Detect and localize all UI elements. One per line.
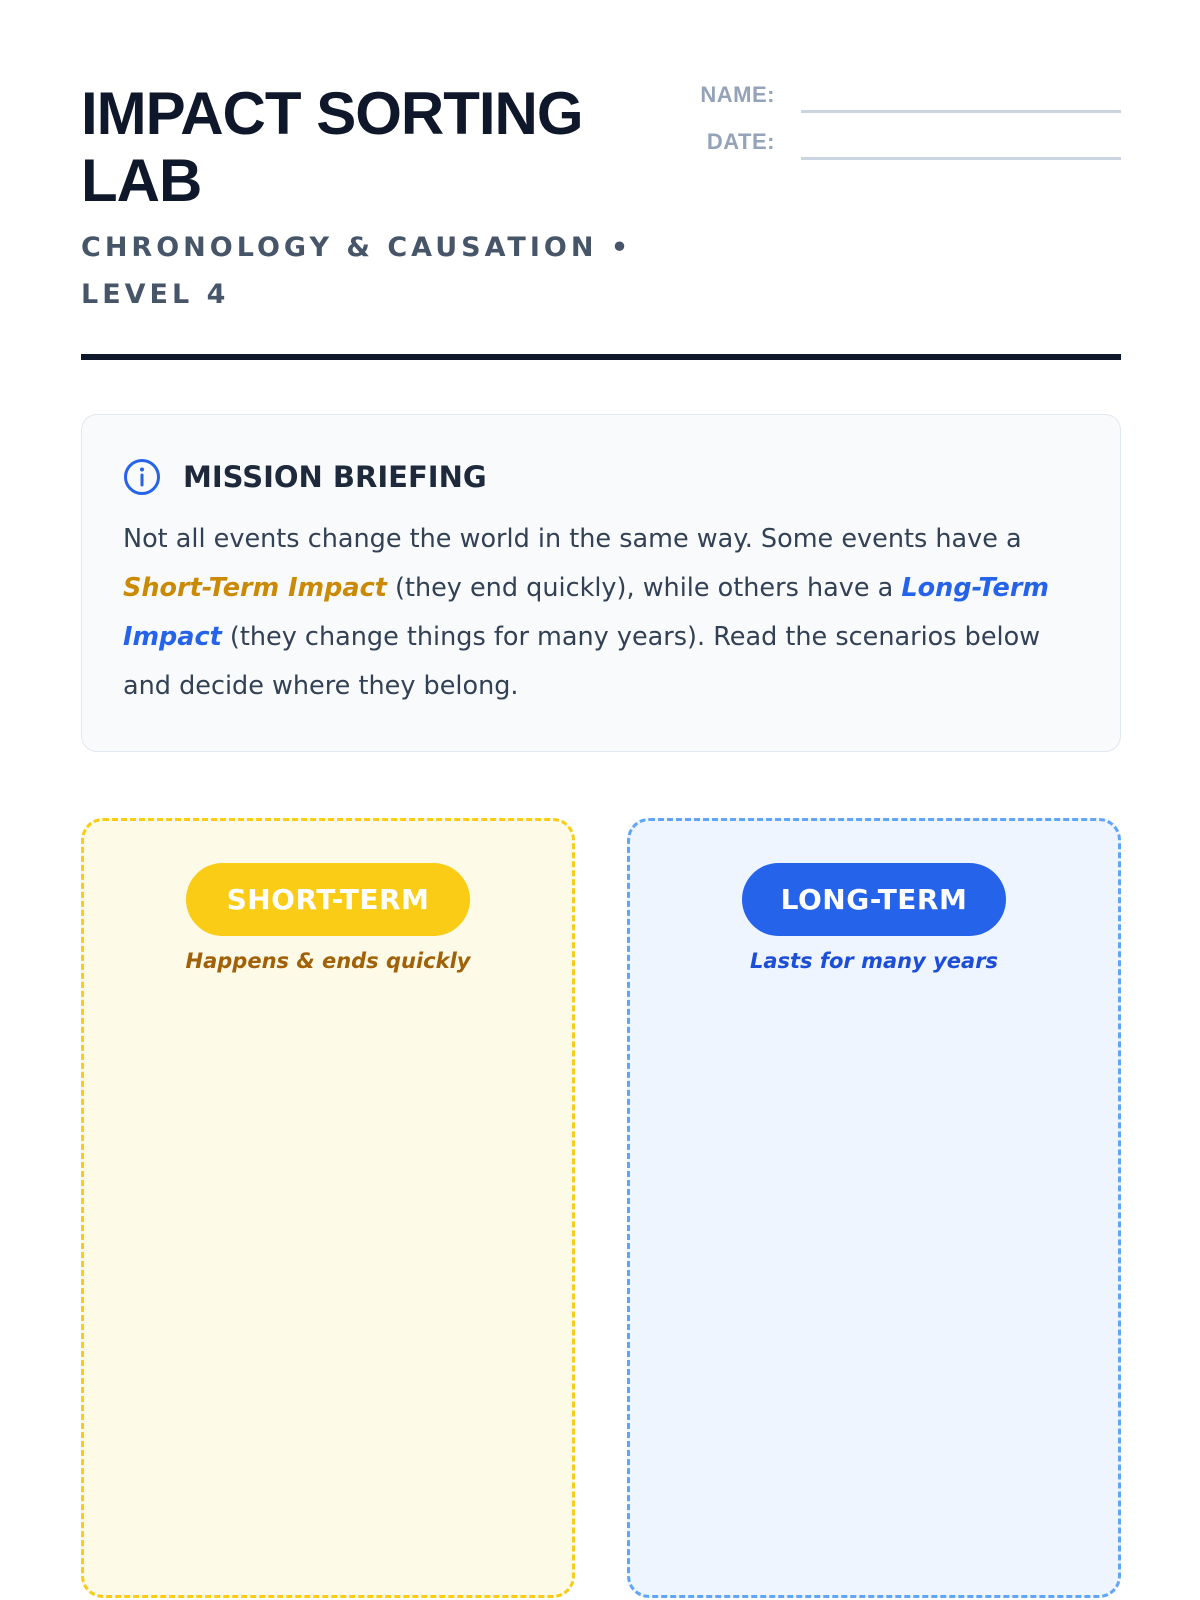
date-field-row	[681, 127, 1121, 174]
page-subtitle: CHRONOLOGY & CAUSATION • LEVEL 4	[81, 232, 633, 310]
date-field[interactable]	[801, 157, 1121, 160]
long-term-drop-zone[interactable]	[627, 818, 1121, 1598]
long-term-description: Lasts for many years	[749, 949, 999, 973]
worksheet-header	[81, 0, 1121, 362]
briefing-title: MISSION BRIEFING	[183, 460, 487, 494]
header-divider	[81, 354, 1121, 360]
name-label: NAME:	[700, 82, 775, 107]
date-label: DATE:	[706, 129, 775, 154]
briefing-text-end: (they change things for many years). Read the scenarios below and decide where they belong.	[123, 622, 1041, 701]
briefing-header	[123, 457, 1080, 497]
name-field-row	[681, 80, 1121, 127]
short-term-drop-zone[interactable]	[81, 818, 575, 1598]
info-icon	[123, 458, 161, 496]
page-title: IMPACT SORTING LAB	[81, 80, 583, 214]
long-term-highlight: Long-Term Impact	[123, 573, 1049, 652]
short-term-highlight: Short-Term Impact	[123, 573, 387, 603]
briefing-text-mid: (they end quickly), while others have a	[386, 573, 902, 603]
briefing-text	[123, 515, 1080, 711]
long-term-badge: LONG-TERM	[742, 863, 1006, 936]
name-field[interactable]	[801, 110, 1121, 113]
short-term-description: Happens & ends quickly	[185, 949, 471, 973]
briefing-text-intro: Not all events change the world in the same way. Some events have a	[123, 524, 1022, 554]
student-fields	[681, 80, 1121, 174]
short-term-badge: SHORT-TERM	[186, 863, 470, 936]
mission-briefing-panel	[81, 414, 1121, 752]
